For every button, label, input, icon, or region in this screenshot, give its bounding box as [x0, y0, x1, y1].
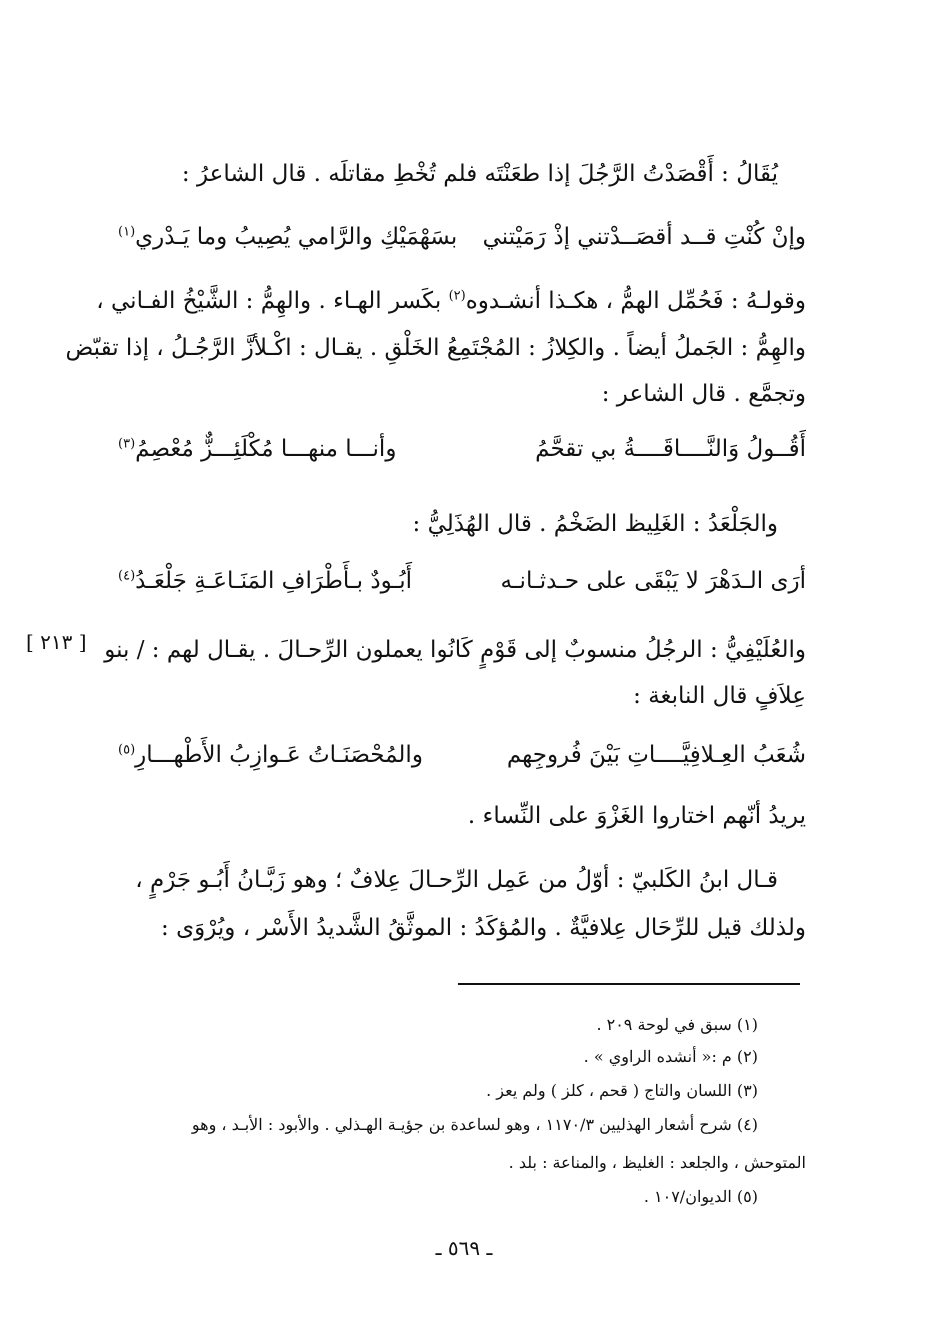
text-line-8: يريدُ أنّهم اختاروا الغَزْوَ على النِّساء . — [467, 803, 806, 829]
folio-marker: [ ٢١٣ ] — [26, 630, 87, 654]
verse-2-first-hemistich: أَقُــولُ وَالنَّــــاقَــــةُ بي تقحَّمُ — [535, 436, 806, 462]
text-line-7: عِلاَفٍ قال النابغة : — [633, 683, 806, 709]
footnote-4: (٤) شرح أشعار الهذليين ١١٧٠/٣ ، وهو لساعدة بن جؤيـة الهـذلي . والأبود : الأبـد ، وهو — [191, 1115, 758, 1134]
text-line-2b: بكَسر الهـاء . والهِمُّ : الشَّيْخُ الفـاني ، — [96, 288, 449, 314]
verse-1-second-text: بسَهْمَيْكِ والرَّامي يُصِيبُ وما يَـدْري — [135, 224, 458, 250]
text-line-6: والعُلَيْفِيُّ : الرجُلُ منسوبٌ إلى قَوْمٍ كَانُوا يعملون الرِّحـالَ . يقـال لهم : / بنو — [104, 637, 806, 663]
verse-4 — [118, 738, 806, 772]
verse-1-second-hemistich — [118, 220, 457, 254]
footnote-1: (١) سبق في لوحة ٢٠٩ . — [596, 1015, 758, 1034]
verse-1 — [118, 220, 806, 254]
footnote-ref-5: (٥) — [118, 742, 136, 758]
footnote-ref-3: (٣) — [118, 436, 136, 452]
verse-3-second-hemistich — [118, 564, 412, 598]
verse-1-first-hemistich: وإنْ كُنْتِ قــد أقصَــدْتني إذْ رَمَيْتني — [482, 224, 806, 250]
verse-3 — [118, 564, 806, 598]
text-line-10: ولذلك قيل للرِّحَال عِلافيَّةٌ . والمُؤكَدُ : الموثَّقُ الشَّديدُ الأَسْر ، ويُرْوَى : — [161, 915, 806, 941]
verse-2 — [118, 432, 806, 466]
text-line-2 — [96, 285, 806, 317]
text-line-4: وتجمَّع . قال الشاعر : — [601, 381, 806, 407]
text-line-1: يُقَالُ : أَقْصَدْتُ الرَّجُلَ إذا طعَنْتَه فلم تُخْطِ مقاتلَه . قال الشاعرُ : — [181, 161, 778, 187]
footnote-5: (٥) الديوان/١٠٧ . — [643, 1187, 758, 1206]
footnote-ref-1: (١) — [118, 224, 136, 240]
verse-2-second-text: وأنـــا منهـــا مُكْلَئِـــزٌّ مُعْصِمُ — [135, 436, 397, 462]
text-line-2a: وقولـهُ : فَحُمِّل الهمُّ ، هكـذا أنشـدوه — [465, 288, 806, 314]
footnote-4-continued: المتوحش ، والجلعد : الغليظ ، والمناعة : بلد . — [508, 1153, 806, 1172]
text-line-3: والهِمُّ : الجَملُ أيضاً . والكِلازُ : المُجْتَمِعُ الخَلْقِ . يقـال : اكْـلأزَّ الرَّجُـلُ ، إذا تقبّض — [65, 335, 806, 361]
verse-4-first-hemistich: شُعَبُ العِـلافِيَّــــاتِ بَيْنَ فُروجِهم — [506, 742, 806, 768]
footnote-2: (٢) م :« أنشده الراوي » . — [583, 1047, 758, 1066]
footnote-ref-4: (٤) — [118, 568, 136, 584]
footnote-3: (٣) اللسان والتاج ( قحم ، كلز ) ولم يعز . — [486, 1081, 758, 1100]
text-line-9: قـال ابنُ الكَلبيّ : أوّلُ من عَمِل الرِّحـالَ عِلافٌ ؛ وهو زَبَّـانُ أَبُـو جَرْمٍ ، — [135, 867, 778, 893]
page-number: ـ ٥٦٩ ـ — [435, 1236, 493, 1260]
verse-3-second-text: أَبُـودٌ بـأَطْرَافِ المَنَـاعَـةِ جَلْعَـدُ — [135, 568, 413, 594]
verse-3-first-hemistich: أرَى الـدَهْرَ لا يَبْقَى على حـدثـانـه — [500, 568, 806, 594]
footnote-separator — [458, 983, 800, 985]
verse-2-second-hemistich — [118, 432, 396, 466]
text-line-5: والجَلْعَدُ : الغَلِيظ الضَخْمُ . قال الهُذَلِيُّ : — [412, 511, 778, 537]
footnote-ref-2: (٢) — [448, 288, 466, 304]
verse-4-second-hemistich — [118, 738, 423, 772]
verse-4-second-text: والمُحْصَنَـاتُ عَـوازِبُ الأَطْهـــارِ — [135, 742, 423, 768]
